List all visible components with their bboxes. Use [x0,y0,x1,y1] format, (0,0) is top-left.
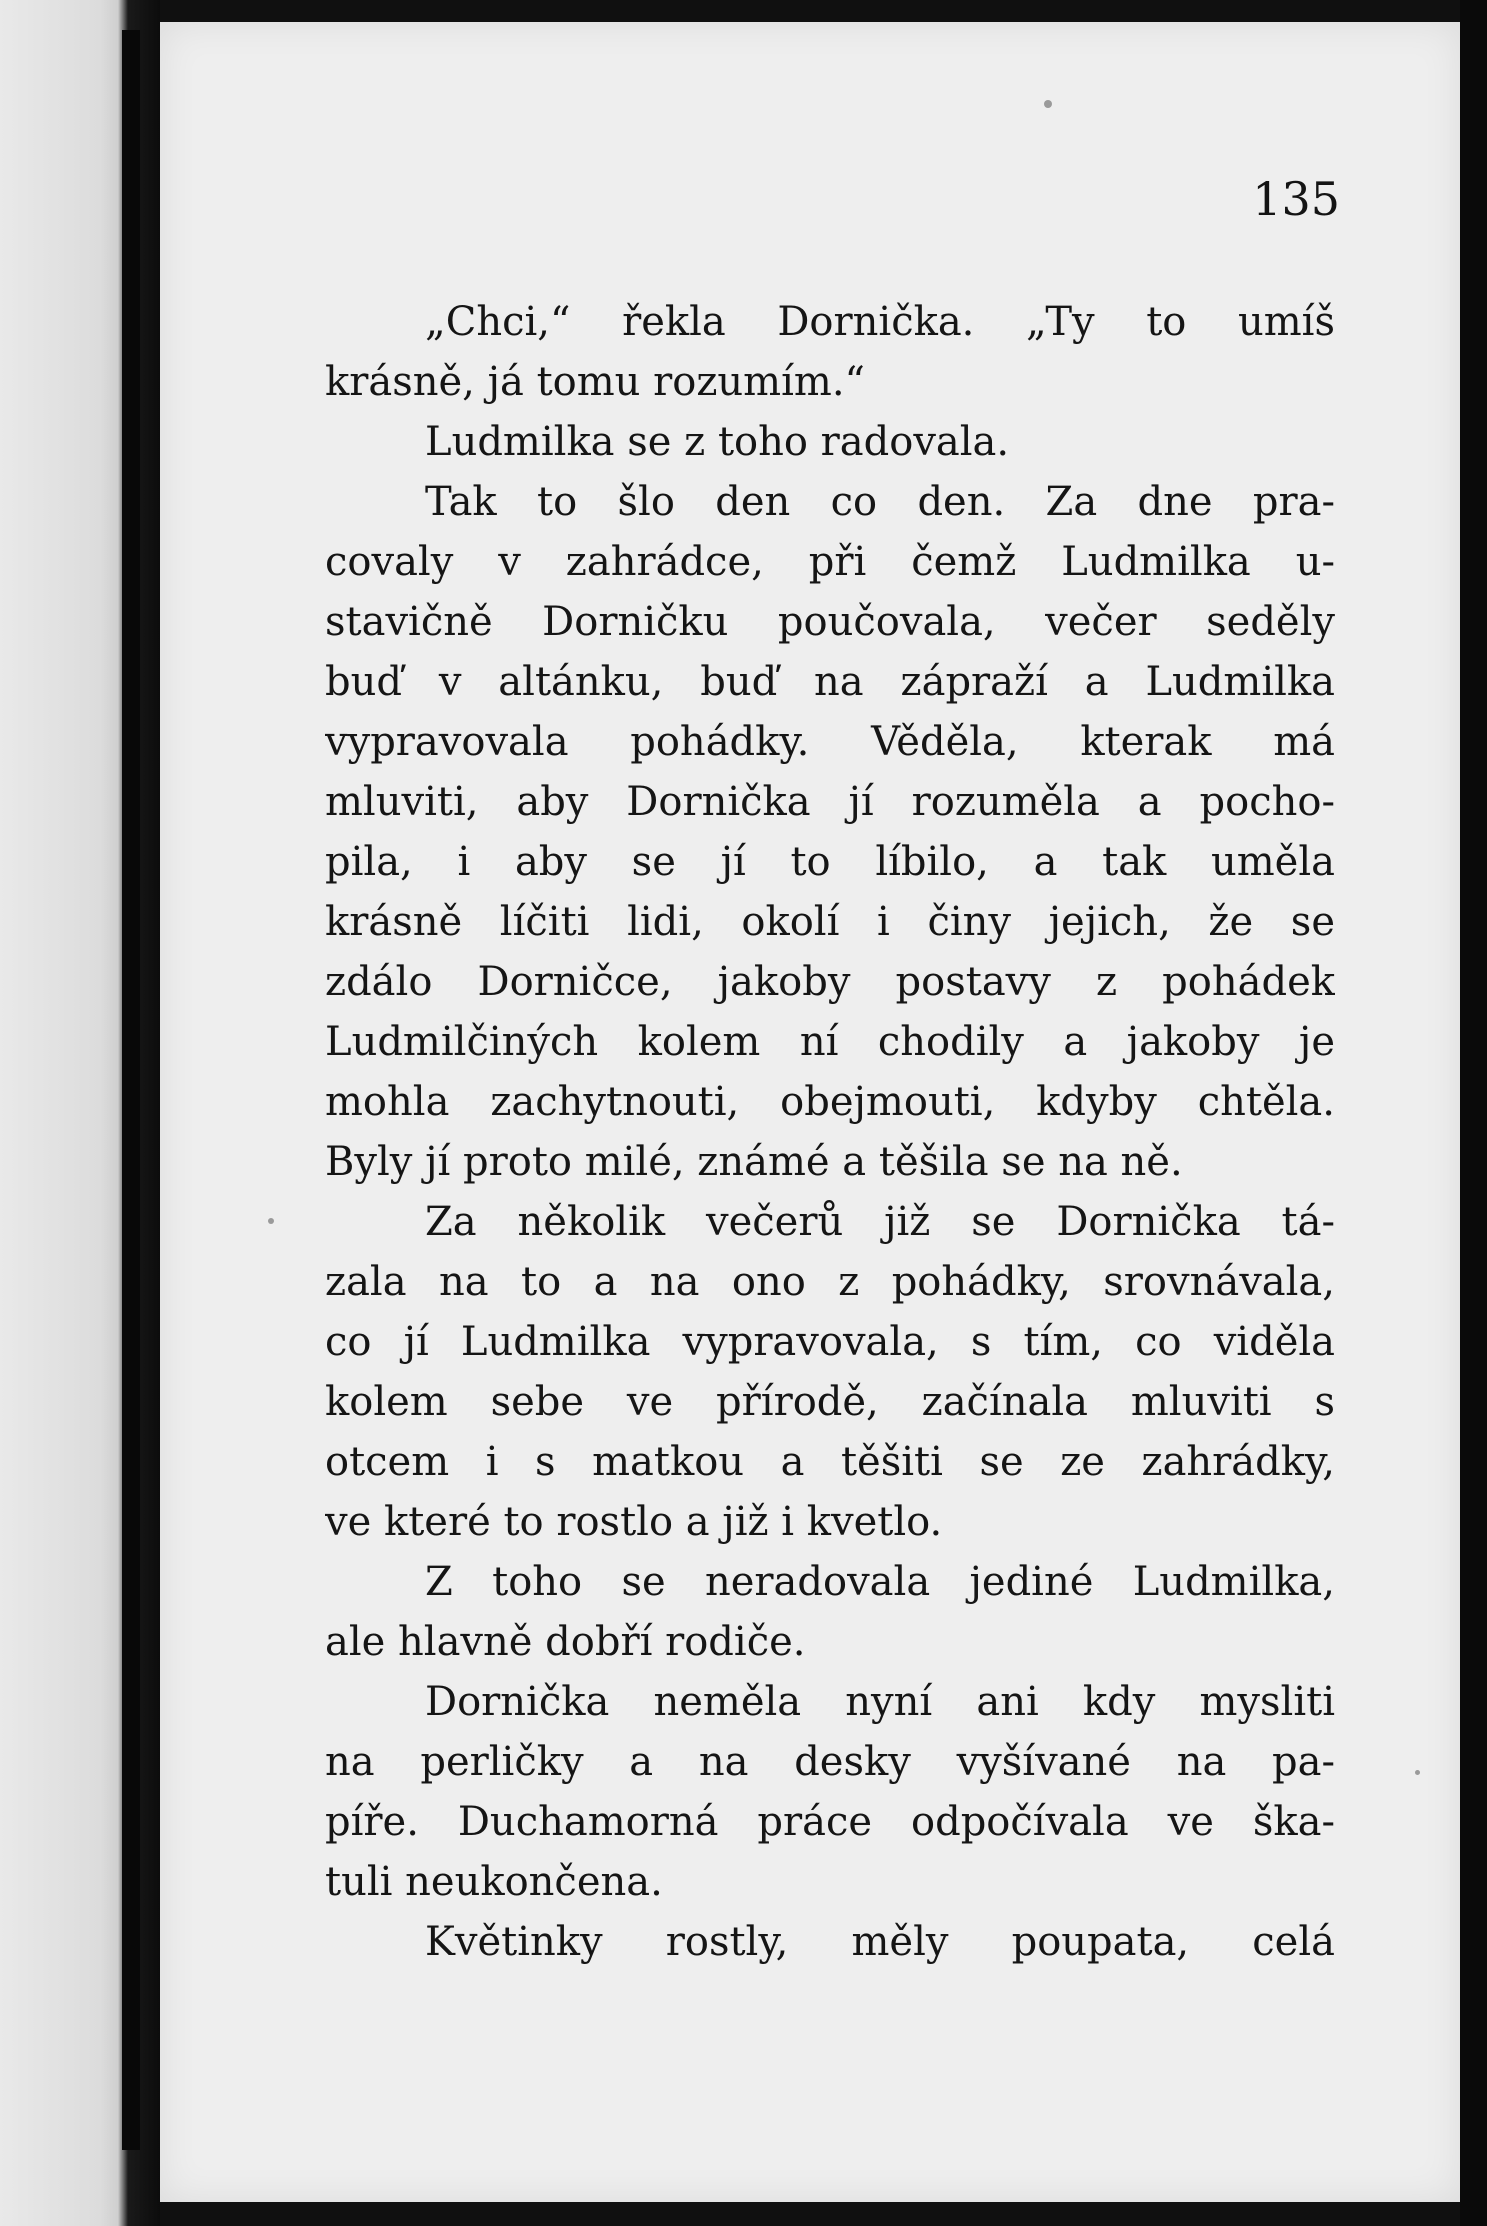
text-line: Květinky rostly, měly poupata, celá [425,1919,1335,1965]
text-line: Za několik večerů již se Dornička tá- [425,1199,1335,1245]
binding-shadow [122,30,140,2150]
text-line: zdálo Dorničce, jakoby postavy z pohádek [325,959,1335,1005]
text-line: covaly v zahrádce, při čemž Ludmilka u- [325,539,1335,585]
text-line: „Chci,“ řekla Dornička. „Ty to umíš [425,299,1335,345]
text-line: stavičně Dorničku poučovala, večer seděly [325,599,1335,645]
paper-speck [1415,1770,1420,1775]
text-line: tuli neukončena. [325,1859,663,1905]
text-line: mluviti, aby Dornička jí rozuměla a pocho- [325,779,1335,825]
text-line: ve které to rostlo a již i kvetlo. [325,1499,943,1545]
page-number: 135 [1252,172,1340,226]
text-line: krásně líčiti lidi, okolí i činy jejich, že se [325,899,1335,945]
paper-speck [268,1218,274,1224]
text-line: pila, i aby se jí to líbilo, a tak uměla [325,839,1335,885]
text-line: co jí Ludmilka vypravovala, s tím, co viděla [325,1319,1335,1365]
text-line: mohla zachytnouti, obejmouti, kdyby chtěla. [325,1079,1335,1125]
text-line: Ludmilčiných kolem ní chodily a jakoby je [325,1019,1335,1065]
paper-speck [1044,100,1052,108]
text-line: Z toho se neradovala jediné Ludmilka, [425,1559,1335,1605]
text-line: buď v altánku, buď na zápraží a Ludmilka [325,659,1335,705]
text-line: ale hlavně dobří rodiče. [325,1619,806,1665]
text-line: Tak to šlo den co den. Za dne pra- [425,479,1335,525]
text-line: zala na to a na ono z pohádky, srovnávala, [325,1259,1335,1305]
text-line: píře. Duchamorná práce odpočívala ve ška- [325,1799,1335,1845]
text-line: krásně, já tomu rozumím.“ [325,359,865,405]
text-line: vypravovala pohádky. Věděla, kterak má [325,719,1335,765]
text-line: kolem sebe ve přírodě, začínala mluviti s [325,1379,1335,1425]
page-text [325,292,1335,1972]
page-right-edge [1460,0,1487,2226]
text-line: Dornička neměla nyní ani kdy mysliti [425,1679,1335,1725]
text-line: Ludmilka se z toho radovala. [425,419,1010,465]
text-line: na perličky a na desky vyšívané na pa- [325,1739,1335,1785]
text-line: Byly jí proto milé, známé a těšila se na ně. [325,1139,1183,1185]
text-line: otcem i s matkou a těšiti se ze zahrádky, [325,1439,1335,1485]
